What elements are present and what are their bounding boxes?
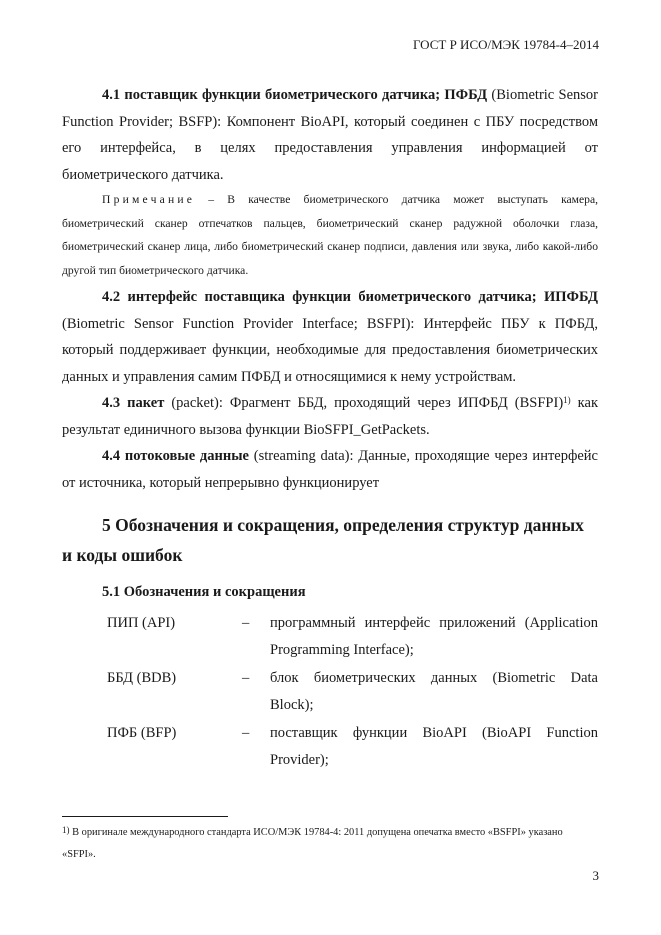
definition-4-4 xyxy=(62,443,598,496)
footnote-mark: 1) xyxy=(62,825,70,835)
footnote xyxy=(62,822,598,866)
abbreviation-definition: поставщик функции BioAPI (BioAPI Function Provider); xyxy=(270,725,598,768)
definition-4-3 xyxy=(62,390,598,443)
section-5-title-line1: 5 Обозначения и сокращения, определения структур данных xyxy=(102,515,584,535)
definition-4-3-body: (packet): Фрагмент ББД, проходящий через ИПФБД (BSFPI) xyxy=(164,395,564,411)
abbreviation-dash: – xyxy=(242,615,250,631)
section-5-heading xyxy=(62,510,598,570)
abbreviation-dash: – xyxy=(242,670,250,686)
note-label: Примечание xyxy=(102,193,196,206)
note xyxy=(62,188,598,282)
abbreviation: ББД (BDB) xyxy=(107,670,177,686)
abbreviation-row xyxy=(62,665,598,718)
definition-4-2-body: (Biometric Sensor Function Provider Interface; BSFPI): Интерфейс ПБУ к ПФБД, который поддерживает функции, необходимые для предоставления биометрических данных и управления самим ПФБД и относящимися к нему устройствам. xyxy=(62,315,598,385)
page-number: 3 xyxy=(592,868,599,883)
abbreviation: ПФБ (BFP) xyxy=(107,725,177,741)
term-4-3: 4.3 пакет xyxy=(102,395,165,411)
definition-4-3-body-end: как результат единичного вызова функции BioSFPI_GetPackets. xyxy=(62,395,598,438)
term-4-2: 4.2 интерфейс поставщика функции биометрического датчика; ИПФБД xyxy=(102,289,598,305)
footnote-text: В оригинале международного стандарта ИСО/МЭК 19784-4: 2011 допущена опечатка вместо «BSFPI» указано «SFPI». xyxy=(62,827,563,860)
footnote-reference[interactable]: 1) xyxy=(563,395,571,405)
section-5-title-line2: и коды ошибок xyxy=(62,545,183,565)
definition-4-2 xyxy=(62,284,598,390)
definition-4-1-body: (Biometric Sensor Function Provider; BSFP): Компонент BioAPI, который соединен с ПБУ посредством его интерфейса, в целях предоставления управления информацией от биометрического датчика. xyxy=(62,87,598,183)
definition-4-4-body: (streaming data): Данные, проходящие через интерфейс от источника, который непрерывно функционирует xyxy=(62,448,598,491)
subsection-5-1-heading: 5.1 Обозначения и сокращения xyxy=(102,584,306,600)
term-4-4: 4.4 потоковые данные xyxy=(102,448,249,464)
definition-4-1 xyxy=(62,82,598,188)
abbreviation-row xyxy=(62,720,598,773)
note-text: – В качестве биометрического датчика может выступать камера, биометрический сканер отпечатков пальцев, биометрический сканер радужной оболочки глаза, биометрический сканер лица, либо биометрический сканер подписи, давления или звука, либо какой-либо другой тип биометрического датчика. xyxy=(62,193,598,277)
footnote-divider xyxy=(62,816,228,817)
page-content xyxy=(62,82,598,775)
document-header: ГОСТ Р ИСО/МЭК 19784-4–2014 xyxy=(412,37,599,52)
abbreviation: ПИП (API) xyxy=(107,615,176,631)
term-4-1: 4.1 поставщик функции биометрического датчика; ПФБД xyxy=(102,87,488,103)
abbreviation-definition: блок биометрических данных (Biometric Data Block); xyxy=(270,670,598,713)
abbreviation-definition: программный интерфейс приложений (Application Programming Interface); xyxy=(270,615,598,658)
abbreviation-dash: – xyxy=(242,725,250,741)
abbreviation-row xyxy=(62,610,598,663)
